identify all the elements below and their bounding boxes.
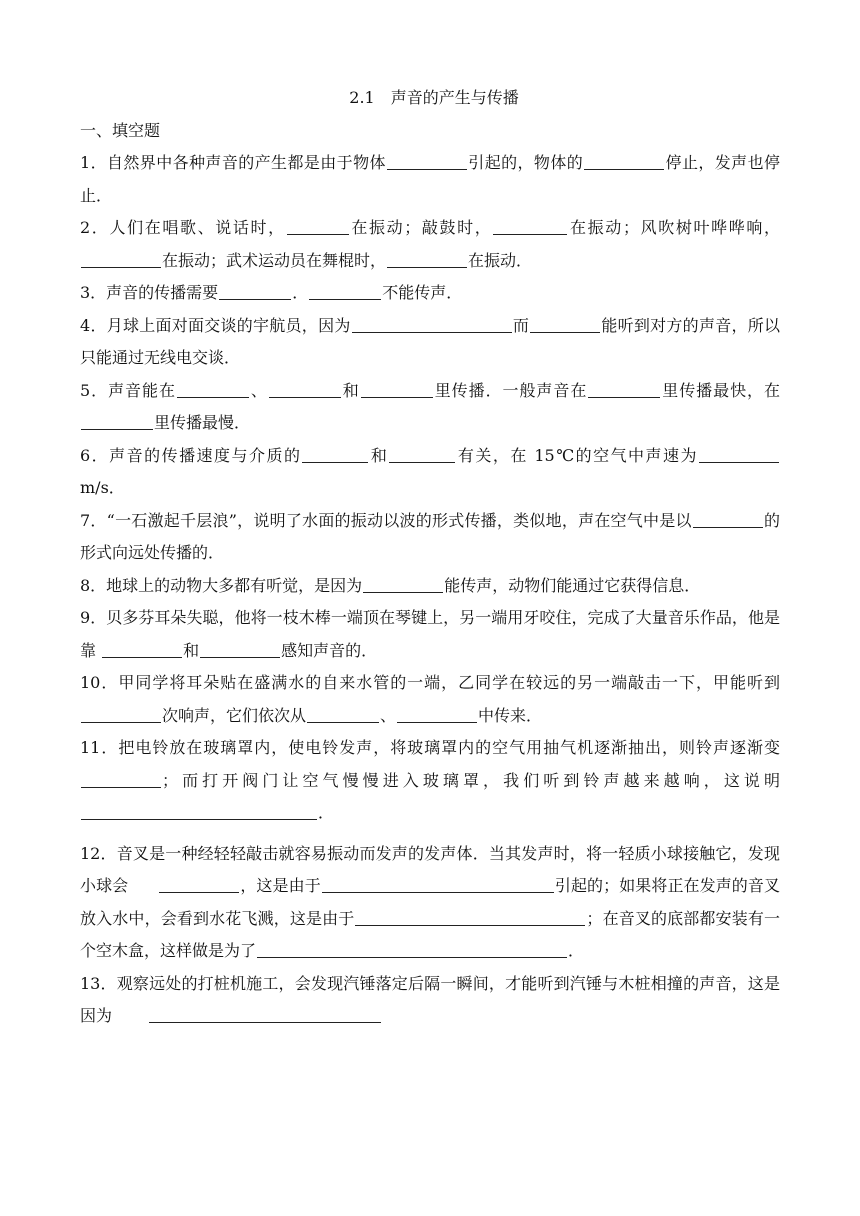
answer-blank[interactable] (322, 891, 554, 893)
answer-blank[interactable] (287, 233, 349, 235)
question-8: 8．地球上的动物大多都有听觉，是因为 能传声，动物们能通过它获得信息． (80, 575, 701, 595)
answer-blank[interactable] (387, 266, 467, 268)
worksheet (80, 82, 780, 1033)
section-heading: 一、填空题 (80, 120, 161, 140)
answer-blank[interactable] (699, 461, 779, 463)
answer-blank[interactable] (493, 233, 567, 235)
question-6: 6．声音的传播速度与介质的 和 有关，在 15℃的空气中声速为m/s． (80, 440, 780, 505)
answer-blank[interactable] (693, 526, 763, 528)
answer-blank[interactable] (81, 721, 161, 723)
question-4: 4．月球上面对面交谈的宇航员，因为 而 能听到对方的声音，所以只能通过无线电交谈． (80, 315, 780, 367)
question-9: 9．贝多芬耳朵失聪，他将一枝木棒一端顶在琴键上，另一端用牙咬住，完成了大量音乐作品，他是靠 和 感知声音的． (80, 608, 780, 660)
answer-blank[interactable] (302, 461, 368, 463)
question-10: 10．甲同学将耳朵贴在盛满水的自来水管的一端，乙同学在较远的另一端敲击一下，甲能听到次响声，它们依次从 、 中传来． (80, 673, 780, 725)
answer-blank[interactable] (397, 721, 477, 723)
answer-blank[interactable] (81, 266, 161, 268)
question-13: 13．观察远处的打桩机施工，会发现汽锤落定后隔一瞬间，才能听到汽锤与木桩相撞的声音，这是因为 (80, 973, 780, 1025)
answer-blank[interactable] (102, 656, 182, 658)
question-7: 7．“一石激起千层浪”，说明了水面的振动以波的形式传播，类似地，声在空气中是以 的形式向远处传播的． (80, 510, 780, 562)
question-12: 12．音叉是一种经轻轻敲击就容易振动而发声的发声体．当其发声时，将一轻质小球接触它，发现小球会 ，这是由于 引起的；如果将正在发声的音叉放入水中，会看到水花飞溅，这是由于 ；在音叉的底部都安装有一个空木盒，这样做是为了 ． (80, 843, 780, 960)
question-2: 2．人们在唱歌、说话时， 在振动；敲鼓时， 在振动；风吹树叶哗哗响，在振动；武术运动员在舞棍时， 在振动． (80, 218, 780, 270)
answer-blank[interactable] (269, 396, 341, 398)
answer-blank[interactable] (387, 168, 467, 170)
question-1: 1．自然界中各种声音的产生都是由于物体 引起的，物体的 停止，发声也停止． (80, 153, 780, 205)
answer-blank[interactable] (219, 298, 291, 300)
answer-blank[interactable] (530, 331, 600, 333)
answer-blank[interactable] (307, 721, 379, 723)
answer-blank[interactable] (588, 396, 660, 398)
answer-blank[interactable] (177, 396, 249, 398)
answer-blank[interactable] (81, 818, 317, 820)
answer-blank[interactable] (361, 396, 433, 398)
answer-blank[interactable] (584, 168, 664, 170)
answer-blank[interactable] (200, 656, 280, 658)
answer-blank[interactable] (257, 956, 567, 958)
page-title: 2.1 声音的产生与传播 (349, 88, 519, 107)
answer-blank[interactable] (309, 298, 381, 300)
answer-blank[interactable] (363, 591, 443, 593)
answer-blank[interactable] (352, 331, 512, 333)
answer-blank[interactable] (159, 891, 239, 893)
question-11: 11．把电铃放在玻璃罩内，使电铃发声，将玻璃罩内的空气用抽气机逐渐抽出，则铃声逐渐变；而打开阀门让空气慢慢进入玻璃罩，我们听到铃声越来越响，这说明． (80, 738, 780, 822)
answer-blank[interactable] (149, 1021, 381, 1023)
answer-blank[interactable] (81, 786, 161, 788)
answer-blank[interactable] (355, 924, 585, 926)
answer-blank[interactable] (81, 428, 153, 430)
question-3: 3．声音的传播需要 ． 不能传声． (80, 283, 463, 302)
answer-blank[interactable] (389, 461, 455, 463)
question-5: 5．声音能在 、 和 里传播．一般声音在 里传播最快，在里传播最慢． (80, 380, 780, 432)
